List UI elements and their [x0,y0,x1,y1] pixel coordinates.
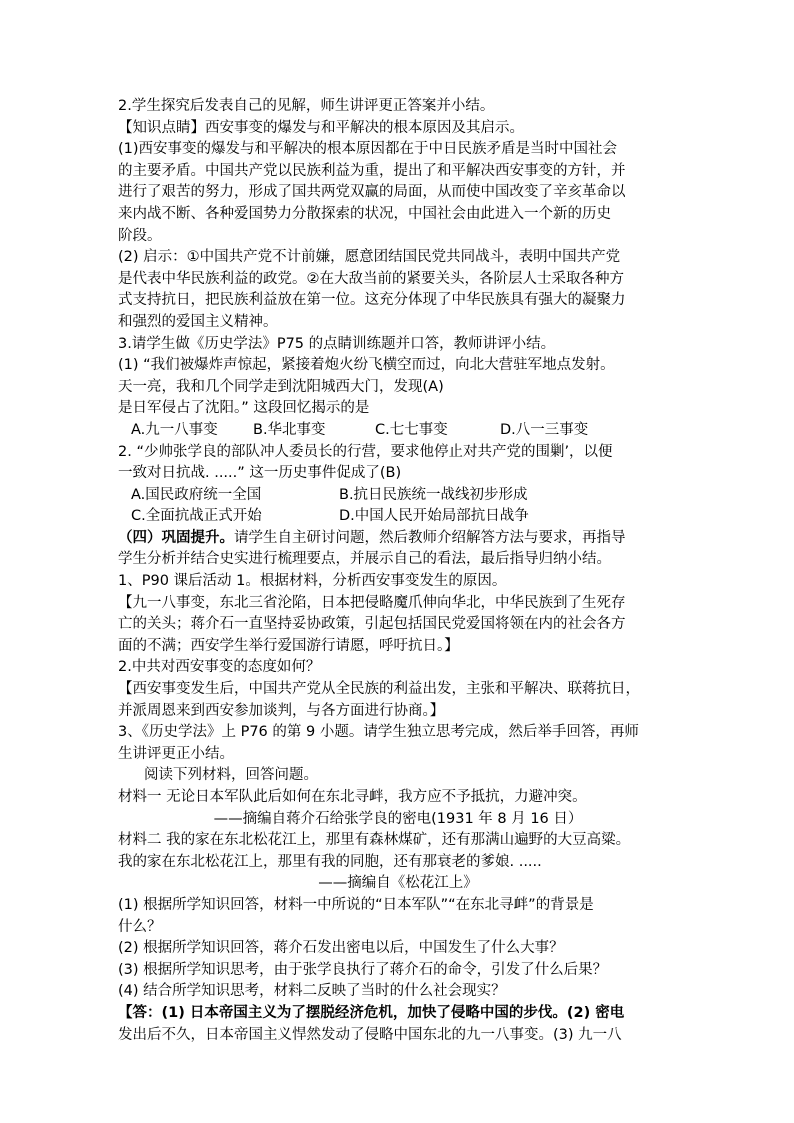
section-4-text: 请学生自主研讨问题，然后教师介绍解答方法与要求，再指导 [234,529,626,546]
activity-2-question: 2.中共对西安事变的态度如何？ [118,659,321,676]
question-2-options-row-1 [118,485,678,507]
activity-2-answer-line: 并派周恩来到西安参加谈判，与各方面进行协商。】 [118,702,445,719]
paragraph-2-line: (2) 启示：①中国共产党不计前嫌，愿意团结国民党共同战斗，表明中国共产党 [118,249,621,266]
option-b: B.华北事变 [253,421,326,438]
material-1-text: 材料一 无论日本军队此后如何在东北寻衅，我方应不予抵抗，力避冲突。 [118,789,587,805]
option-a: A.九一八事变 [131,421,218,438]
knowledge-point-heading: 【知识点睛】西安事变的爆发与和平解决的根本原因及其启示。 [118,119,524,136]
activity-3-instruction: 生讲评更正小结。 [118,745,234,762]
sub-question-1: 什么？ [118,918,162,935]
answer-line: 发出后不久，日本帝国主义悍然发动了侵略中国东北的九一八事变。(3) 九一八 [118,1026,622,1043]
paragraph-1-line: (1)西安事变的爆发与和平解决的根本原因都在于中日民族矛盾是当时中国社会 [118,141,618,158]
reading-prompt: 阅读下列材料，回答问题。 [144,767,318,784]
material-2-source: ——摘编自《松花江上》 [318,875,478,892]
material-2-text: 材料二 我的家在东北松花江上，那里有森林煤矿，还有那满山遍野的大豆高粱。 [118,832,631,849]
activity-3-instruction: 3、《历史学法》上 P76 的第 9 小题。请学生独立思考完成，然后举手回答，再师 [118,724,639,741]
option-a: A.国民政府统一全国 [131,486,262,503]
document-page [118,96,678,1046]
activity-1-answer-line: 面的不满；西安学生举行爱国游行请愿，呼吁抗日。】 [118,637,459,654]
sub-question-3: (3) 根据所学知识思考，由于张学良执行了蒋介石的命令，引发了什么后果？ [118,961,608,978]
paragraph-2-line: 和强烈的爱国主义精神。 [118,313,278,330]
activity-1-answer-line: 【九一八事变，东北三省沦陷，日本把侵略魔爪伸向华北，中华民族到了生死存 [118,594,626,611]
sub-question-2: (2) 根据所学知识回答，蒋介石发出密电以后，中国发生了什么大事？ [118,940,564,957]
material-2-text: 我的家在东北松花江上，那里有我的同胞，还有那衰老的爹娘. ..... [118,853,542,870]
sub-question-4: (4) 结合所学知识思考，材料二反映了当时的什么社会现实？ [118,983,506,1000]
question-1-line: (1) “我们被爆炸声惊起，紧接着炮火纷飞横空而过，向北大营驻军地点发射。 [118,357,615,374]
question-1-line: 是日军侵占了沈阳。” 这段回忆揭示的是 [118,400,370,417]
step-3-instruction: 3.请学生做《历史学法》P75 的点睛训练题并口答，教师讲评小结。 [118,335,556,352]
question-1-options [118,420,678,442]
question-2-line: 一致对日抗战. .....” 这一历史事件促成了(B) [118,465,402,482]
question-2-options-row-2 [118,506,678,528]
sub-question-1: (1) 根据所学知识回答，材料一中所说的“日本军队”“在东北寻衅”的背景是 [118,896,594,913]
paragraph-1-line: 阶段。 [118,227,162,244]
step-2-summary: 2.学生探究后发表自己的见解，师生讲评更正答案并小结。 [118,98,495,114]
paragraph-1-line: 来内战不断、各种爱国势力分散探索的状况，中国社会由此进入一个新的历史 [118,205,611,222]
option-c: C.全面抗战正式开始 [131,508,262,525]
paragraph-2-line: 式支持抗日，把民族利益放在第一位。这充分体现了中华民族具有强大的凝聚力 [118,292,626,309]
question-1-line: 天一亮，我和几个同学走到沈阳城西大门，发现(A) [118,378,444,395]
activity-1-answer-line: 亡的关头；蒋介石一直坚持妥协政策，引起包括国民党爱国将领在内的社会各方 [118,616,626,633]
activity-2-answer-line: 【西安事变发生后，中国共产党从全民族的利益出发，主张和平解决、联蒋抗日， [118,681,640,698]
paragraph-1-line: 的主要矛盾。中国共产党以民族利益为重，提出了和平解决西安事变的方针，并 [118,162,626,179]
option-d: D.八一三事变 [500,421,589,438]
option-b: B.抗日民族统一战线初步形成 [339,486,528,503]
option-d: D.中国人民开始局部抗日战争 [339,508,529,525]
section-4-heading [118,528,678,550]
answer-line: 【答：(1) 日本帝国主义为了摆脱经济危机，加快了侵略中国的步伐。(2) 密电 [118,1004,625,1021]
option-c: C.七七事变 [375,421,448,438]
section-4-title: （四）巩固提升。 [118,529,234,546]
question-2-line: 2. “少帅张学良的部队冲人委员长的行营，要求他停止对共产党的围剿’，以便 [118,443,613,460]
paragraph-1-line: 进行了艰苦的努力，形成了国共两党双赢的局面，从而使中国改变了辛亥革命以 [118,184,626,201]
activity-1-question: 1、P90 课后活动 1。根据材料，分析西安事变发生的原因。 [118,573,507,590]
paragraph-2-line: 是代表中华民族利益的政党。②在大敌当前的紧要关头，各阶层人士采取各种方 [118,270,624,287]
material-1-source: ——摘编自蒋介石给张学良的密电(1931 年 8 月 16 日） [213,810,583,827]
section-4-line: 学生分析并结合史实进行梳理要点，并展示自己的看法，最后指导归纳小结。 [118,551,611,568]
